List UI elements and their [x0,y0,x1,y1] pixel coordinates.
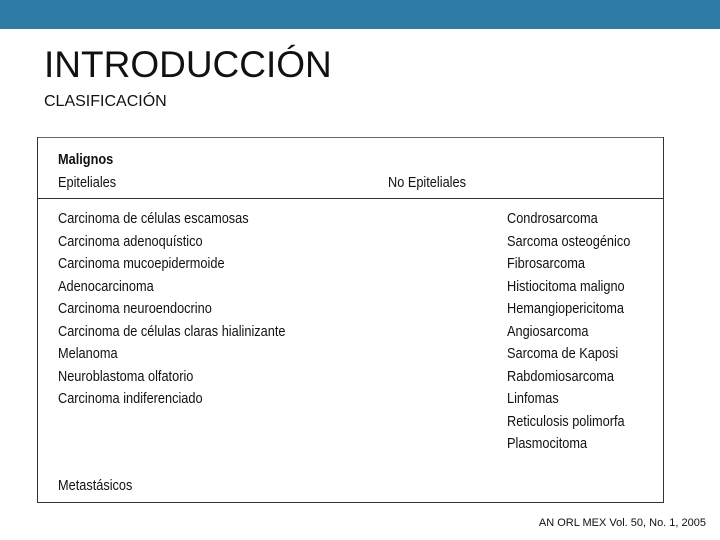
list-item: Plasmocitoma [507,435,588,452]
list-item: Hemangiopericitoma [507,300,624,317]
list-item: Histiocitoma maligno [507,277,625,295]
epiteliales-list [58,208,326,411]
column-header-epiteliales: Epiteliales [58,174,117,191]
classification-table [37,137,664,503]
header-divider [38,198,663,199]
list-item: Melanoma [58,345,118,362]
group-header-malignos: Malignos [58,151,114,168]
top-accent-bar [0,0,720,29]
list-item: Sarcoma osteogénico [507,232,631,250]
list-item: Condrosarcoma [507,210,598,227]
list-item: Neuroblastoma olfatorio [58,367,194,385]
list-item: Linfomas [507,390,559,407]
list-item: Carcinoma de células claras hialinizante [58,322,286,340]
no-epiteliales-list [507,208,652,456]
source-citation: AN ORL MEX Vol. 50, No. 1, 2005 [538,517,706,529]
list-item: Carcinoma adenoquístico [58,232,203,250]
list-item: Carcinoma indiferenciado [58,390,203,407]
metastasicos-row: Metastásicos [58,477,133,494]
slide-title: INTRODUCCIÓN [44,44,332,85]
slide-subtitle: CLASIFICACIÓN [44,93,167,110]
list-item: Fibrosarcoma [507,255,585,272]
table-top-rule [38,137,663,138]
list-item: Rabdomiosarcoma [507,367,615,385]
list-item: Carcinoma de células escamosas [58,210,249,227]
list-item: Reticulosis polimorfa [507,412,625,430]
list-item: Sarcoma de Kaposi [507,345,619,362]
list-item: Adenocarcinoma [58,277,154,295]
list-item: Carcinoma mucoepidermoide [58,255,225,272]
column-header-no-epiteliales: No Epiteliales [388,174,466,191]
list-item: Carcinoma neuroendocrino [58,300,212,317]
list-item: Angiosarcoma [507,322,589,340]
